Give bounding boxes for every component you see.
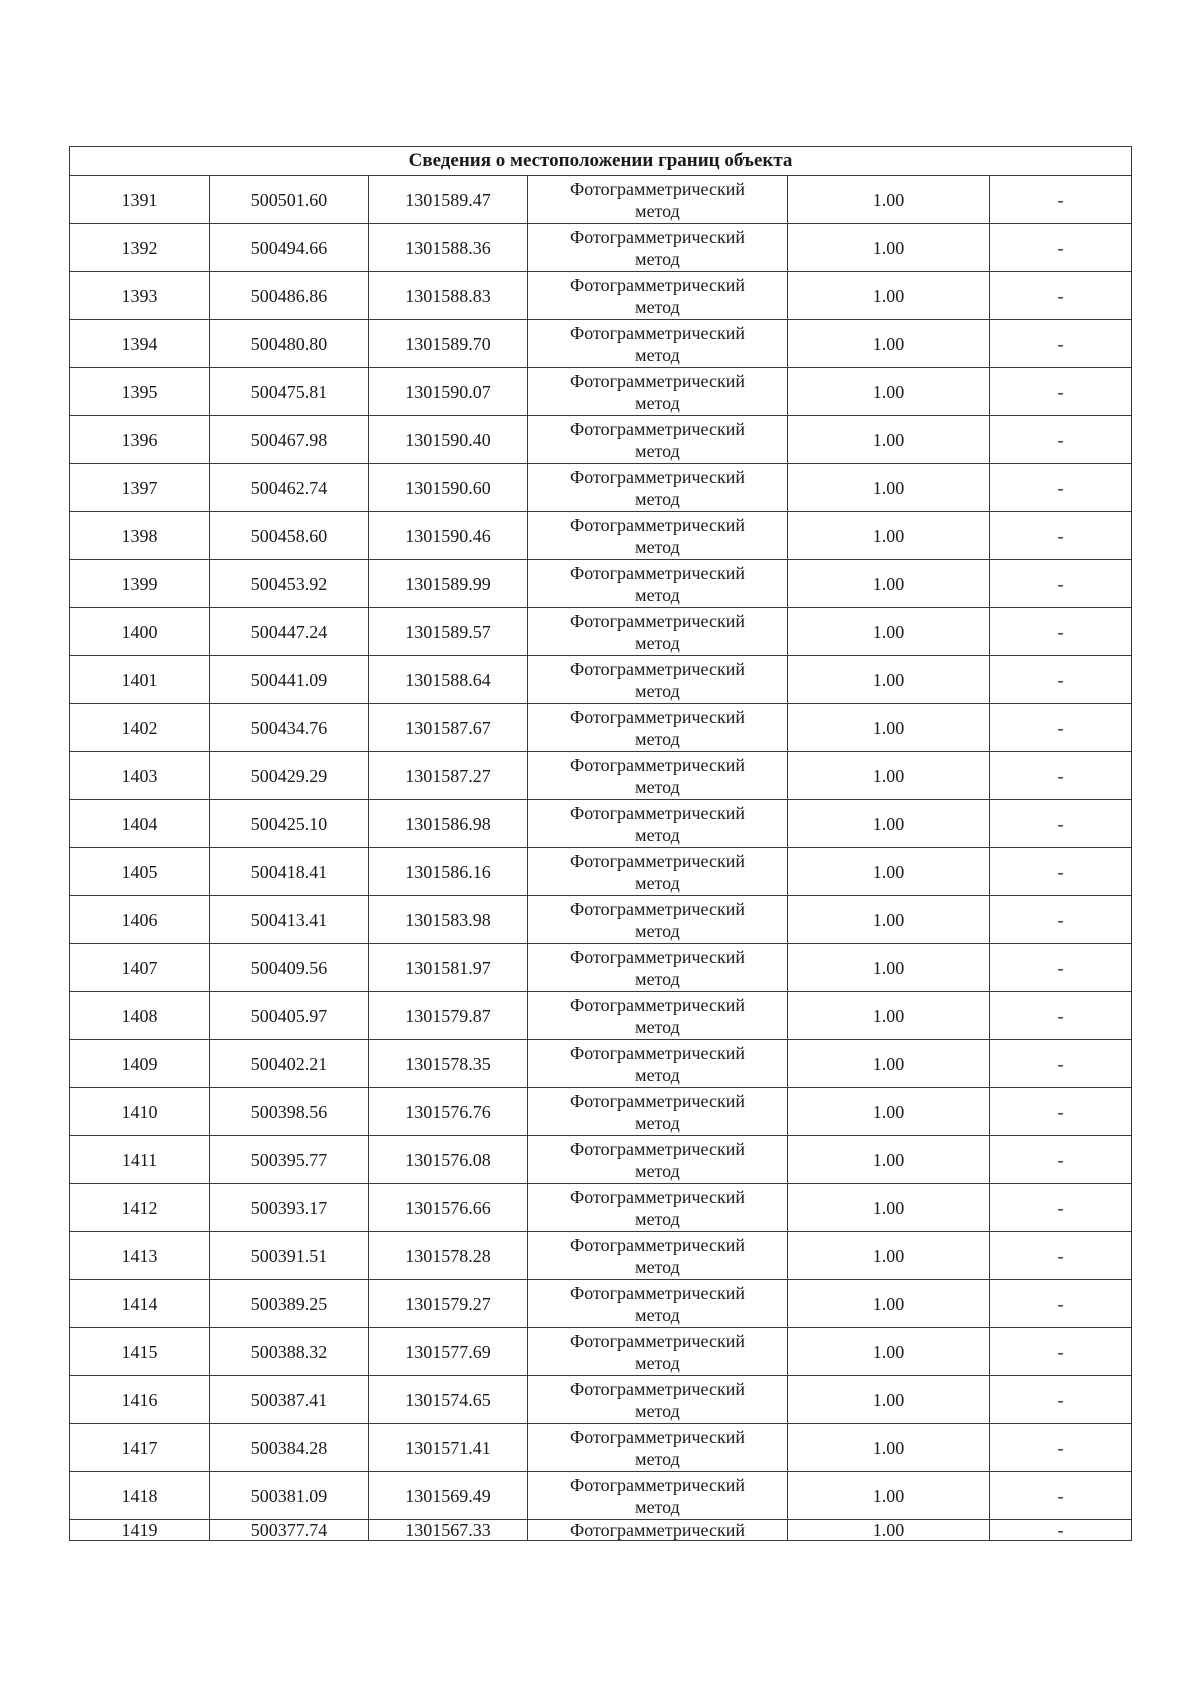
x-coordinate-cell: 500377.74 [210, 1520, 369, 1541]
table-row [70, 1424, 1132, 1472]
y-coordinate-cell: 1301589.57 [369, 608, 528, 656]
note-cell: - [990, 1472, 1132, 1520]
method-text: Фотограмметрический [570, 802, 745, 823]
y-coordinate-cell: 1301574.65 [369, 1376, 528, 1424]
point-number-cell: 1401 [70, 656, 210, 704]
y-coordinate-cell: 1301579.87 [369, 992, 528, 1040]
method-text: Фотограмметрический [570, 466, 745, 487]
y-coordinate-cell: 1301588.83 [369, 272, 528, 320]
table-row [70, 464, 1132, 512]
table-row [70, 1376, 1132, 1424]
method-cell [528, 752, 788, 800]
method-text-continued: метод [635, 1448, 680, 1469]
point-number-cell: 1416 [70, 1376, 210, 1424]
method-cell [528, 1232, 788, 1280]
method-text: Фотограмметрический [570, 898, 745, 919]
x-coordinate-cell: 500384.28 [210, 1424, 369, 1472]
method-text-continued: метод [635, 1256, 680, 1277]
point-number-cell: 1413 [70, 1232, 210, 1280]
precision-cell: 1.00 [788, 320, 990, 368]
method-cell [528, 896, 788, 944]
precision-cell: 1.00 [788, 1280, 990, 1328]
table-row [70, 848, 1132, 896]
method-text-continued: метод [635, 392, 680, 413]
precision-cell: 1.00 [788, 560, 990, 608]
table-row [70, 1280, 1132, 1328]
note-cell: - [990, 1328, 1132, 1376]
method-cell [528, 992, 788, 1040]
y-coordinate-cell: 1301586.98 [369, 800, 528, 848]
table-row [70, 224, 1132, 272]
precision-cell: 1.00 [788, 752, 990, 800]
precision-cell: 1.00 [788, 272, 990, 320]
x-coordinate-cell: 500480.80 [210, 320, 369, 368]
x-coordinate-cell: 500434.76 [210, 704, 369, 752]
note-cell: - [990, 1424, 1132, 1472]
method-text: Фотограмметрический [570, 514, 745, 535]
table-body [70, 176, 1132, 1541]
y-coordinate-cell: 1301578.35 [369, 1040, 528, 1088]
point-number-cell: 1411 [70, 1136, 210, 1184]
method-cell [528, 1088, 788, 1136]
point-number-cell: 1391 [70, 176, 210, 224]
point-number-cell: 1403 [70, 752, 210, 800]
method-text: Фотограмметрический [570, 946, 745, 967]
point-number-cell: 1417 [70, 1424, 210, 1472]
note-cell: - [990, 1232, 1132, 1280]
table-row [70, 992, 1132, 1040]
y-coordinate-cell: 1301567.33 [369, 1520, 528, 1541]
method-text-continued: метод [635, 1304, 680, 1325]
y-coordinate-cell: 1301589.70 [369, 320, 528, 368]
note-cell: - [990, 944, 1132, 992]
y-coordinate-cell: 1301590.40 [369, 416, 528, 464]
table-row [70, 944, 1132, 992]
table-row [70, 1136, 1132, 1184]
note-cell: - [990, 992, 1132, 1040]
note-cell: - [990, 800, 1132, 848]
method-text-continued: метод [635, 248, 680, 269]
table-row [70, 1040, 1132, 1088]
x-coordinate-cell: 500494.66 [210, 224, 369, 272]
x-coordinate-cell: 500462.74 [210, 464, 369, 512]
point-number-cell: 1412 [70, 1184, 210, 1232]
method-cell [528, 1520, 788, 1541]
note-cell: - [990, 272, 1132, 320]
precision-cell: 1.00 [788, 1424, 990, 1472]
y-coordinate-cell: 1301587.67 [369, 704, 528, 752]
x-coordinate-cell: 500387.41 [210, 1376, 369, 1424]
method-text-continued: метод [635, 440, 680, 461]
note-cell: - [990, 1040, 1132, 1088]
x-coordinate-cell: 500429.29 [210, 752, 369, 800]
x-coordinate-cell: 500418.41 [210, 848, 369, 896]
method-text: Фотограмметрический [570, 754, 745, 775]
method-text: Фотограмметрический [570, 994, 745, 1015]
precision-cell: 1.00 [788, 1472, 990, 1520]
point-number-cell: 1392 [70, 224, 210, 272]
table-row [70, 1232, 1132, 1280]
x-coordinate-cell: 500391.51 [210, 1232, 369, 1280]
method-text: Фотограмметрический [570, 1474, 745, 1495]
method-cell [528, 1280, 788, 1328]
method-text-continued: метод [635, 872, 680, 893]
method-text: Фотограмметрический [570, 658, 745, 679]
y-coordinate-cell: 1301590.60 [369, 464, 528, 512]
note-cell: - [990, 752, 1132, 800]
note-cell: - [990, 224, 1132, 272]
table-row [70, 656, 1132, 704]
method-text: Фотограмметрический [570, 1234, 745, 1255]
table-row [70, 1328, 1132, 1376]
table-row [70, 896, 1132, 944]
method-cell [528, 1136, 788, 1184]
y-coordinate-cell: 1301589.47 [369, 176, 528, 224]
point-number-cell: 1400 [70, 608, 210, 656]
method-cell [528, 1328, 788, 1376]
table-row [70, 704, 1132, 752]
note-cell: - [990, 512, 1132, 560]
method-text: Фотограмметрический [570, 322, 745, 343]
method-cell [528, 1424, 788, 1472]
method-cell [528, 1040, 788, 1088]
method-text-continued: метод [635, 1400, 680, 1421]
note-cell: - [990, 1376, 1132, 1424]
note-cell: - [990, 608, 1132, 656]
point-number-cell: 1394 [70, 320, 210, 368]
precision-cell: 1.00 [788, 176, 990, 224]
point-number-cell: 1406 [70, 896, 210, 944]
method-cell [528, 368, 788, 416]
precision-cell: 1.00 [788, 944, 990, 992]
x-coordinate-cell: 500393.17 [210, 1184, 369, 1232]
table-row [70, 1520, 1132, 1541]
precision-cell: 1.00 [788, 1136, 990, 1184]
method-cell [528, 272, 788, 320]
method-text: Фотограмметрический [570, 1282, 745, 1303]
point-number-cell: 1405 [70, 848, 210, 896]
x-coordinate-cell: 500447.24 [210, 608, 369, 656]
x-coordinate-cell: 500409.56 [210, 944, 369, 992]
method-text: Фотограмметрический [570, 706, 745, 727]
y-coordinate-cell: 1301590.46 [369, 512, 528, 560]
y-coordinate-cell: 1301576.08 [369, 1136, 528, 1184]
method-text: Фотограмметрический [570, 178, 745, 199]
method-cell [528, 416, 788, 464]
point-number-cell: 1414 [70, 1280, 210, 1328]
x-coordinate-cell: 500425.10 [210, 800, 369, 848]
point-number-cell: 1395 [70, 368, 210, 416]
y-coordinate-cell: 1301576.76 [369, 1088, 528, 1136]
precision-cell: 1.00 [788, 704, 990, 752]
x-coordinate-cell: 500453.92 [210, 560, 369, 608]
point-number-cell: 1404 [70, 800, 210, 848]
method-text-continued: метод [635, 632, 680, 653]
method-cell [528, 704, 788, 752]
boundary-coordinates-table [69, 146, 1132, 1541]
note-cell: - [990, 848, 1132, 896]
method-cell [528, 800, 788, 848]
method-text: Фотограмметрический [570, 562, 745, 583]
y-coordinate-cell: 1301576.66 [369, 1184, 528, 1232]
table-row [70, 176, 1132, 224]
method-cell [528, 944, 788, 992]
table-row [70, 272, 1132, 320]
note-cell: - [990, 656, 1132, 704]
y-coordinate-cell: 1301589.99 [369, 560, 528, 608]
precision-cell: 1.00 [788, 1088, 990, 1136]
method-text: Фотограмметрический [570, 1186, 745, 1207]
method-cell [528, 656, 788, 704]
note-cell: - [990, 1280, 1132, 1328]
note-cell: - [990, 1136, 1132, 1184]
x-coordinate-cell: 500458.60 [210, 512, 369, 560]
method-text-continued: метод [635, 488, 680, 509]
point-number-cell: 1407 [70, 944, 210, 992]
method-text-continued: метод [635, 776, 680, 797]
x-coordinate-cell: 500381.09 [210, 1472, 369, 1520]
method-text-continued: метод [635, 536, 680, 557]
table-row [70, 752, 1132, 800]
precision-cell: 1.00 [788, 368, 990, 416]
method-text-continued: метод [635, 680, 680, 701]
method-text: Фотограмметрический [570, 610, 745, 631]
method-text: Фотограмметрический [570, 1520, 745, 1540]
method-text: Фотограмметрический [570, 850, 745, 871]
note-cell: - [990, 368, 1132, 416]
x-coordinate-cell: 500388.32 [210, 1328, 369, 1376]
precision-cell: 1.00 [788, 992, 990, 1040]
precision-cell: 1.00 [788, 1040, 990, 1088]
precision-cell: 1.00 [788, 1232, 990, 1280]
x-coordinate-cell: 500413.41 [210, 896, 369, 944]
method-cell [528, 560, 788, 608]
precision-cell: 1.00 [788, 512, 990, 560]
method-text: Фотограмметрический [570, 1042, 745, 1063]
y-coordinate-cell: 1301587.27 [369, 752, 528, 800]
method-cell [528, 512, 788, 560]
method-cell [528, 320, 788, 368]
method-cell [528, 464, 788, 512]
method-text: Фотограмметрический [570, 274, 745, 295]
note-cell: - [990, 704, 1132, 752]
point-number-cell: 1410 [70, 1088, 210, 1136]
precision-cell: 1.00 [788, 800, 990, 848]
point-number-cell: 1415 [70, 1328, 210, 1376]
method-text-continued: метод [635, 1016, 680, 1037]
method-text: Фотограмметрический [570, 1090, 745, 1111]
y-coordinate-cell: 1301578.28 [369, 1232, 528, 1280]
point-number-cell: 1408 [70, 992, 210, 1040]
method-text: Фотограмметрический [570, 1330, 745, 1351]
y-coordinate-cell: 1301569.49 [369, 1472, 528, 1520]
precision-cell: 1.00 [788, 416, 990, 464]
precision-cell: 1.00 [788, 896, 990, 944]
method-text-continued: метод [635, 1352, 680, 1373]
precision-cell: 1.00 [788, 464, 990, 512]
table-row [70, 560, 1132, 608]
method-text-continued: метод [635, 968, 680, 989]
precision-cell: 1.00 [788, 608, 990, 656]
x-coordinate-cell: 500501.60 [210, 176, 369, 224]
point-number-cell: 1398 [70, 512, 210, 560]
method-text: Фотограмметрический [570, 370, 745, 391]
x-coordinate-cell: 500486.86 [210, 272, 369, 320]
table-row [70, 800, 1132, 848]
x-coordinate-cell: 500475.81 [210, 368, 369, 416]
y-coordinate-cell: 1301586.16 [369, 848, 528, 896]
x-coordinate-cell: 500402.21 [210, 1040, 369, 1088]
note-cell: - [990, 1184, 1132, 1232]
x-coordinate-cell: 500389.25 [210, 1280, 369, 1328]
method-text: Фотограмметрический [570, 1138, 745, 1159]
x-coordinate-cell: 500405.97 [210, 992, 369, 1040]
precision-cell: 1.00 [788, 1184, 990, 1232]
method-text-continued: метод [635, 824, 680, 845]
method-cell [528, 1472, 788, 1520]
table-row [70, 320, 1132, 368]
note-cell: - [990, 464, 1132, 512]
method-text-continued: метод [635, 1064, 680, 1085]
note-cell: - [990, 416, 1132, 464]
point-number-cell: 1397 [70, 464, 210, 512]
point-number-cell: 1393 [70, 272, 210, 320]
method-text: Фотограмметрический [570, 418, 745, 439]
precision-cell: 1.00 [788, 1520, 990, 1541]
precision-cell: 1.00 [788, 224, 990, 272]
table-row [70, 512, 1132, 560]
x-coordinate-cell: 500467.98 [210, 416, 369, 464]
method-cell [528, 176, 788, 224]
precision-cell: 1.00 [788, 656, 990, 704]
precision-cell: 1.00 [788, 1376, 990, 1424]
method-text: Фотограмметрический [570, 226, 745, 247]
method-cell [528, 1376, 788, 1424]
table-title: Сведения о местоположении границ объекта [70, 147, 1132, 176]
y-coordinate-cell: 1301588.64 [369, 656, 528, 704]
table-row [70, 608, 1132, 656]
method-text-continued: метод [635, 584, 680, 605]
x-coordinate-cell: 500395.77 [210, 1136, 369, 1184]
point-number-cell: 1418 [70, 1472, 210, 1520]
note-cell: - [990, 1520, 1132, 1541]
y-coordinate-cell: 1301577.69 [369, 1328, 528, 1376]
method-cell [528, 608, 788, 656]
table-row [70, 1184, 1132, 1232]
method-text-continued: метод [635, 200, 680, 221]
point-number-cell: 1399 [70, 560, 210, 608]
y-coordinate-cell: 1301583.98 [369, 896, 528, 944]
y-coordinate-cell: 1301581.97 [369, 944, 528, 992]
method-text: Фотограмметрический [570, 1378, 745, 1399]
note-cell: - [990, 560, 1132, 608]
point-number-cell: 1402 [70, 704, 210, 752]
note-cell: - [990, 896, 1132, 944]
method-text: Фотограмметрический [570, 1426, 745, 1447]
y-coordinate-cell: 1301579.27 [369, 1280, 528, 1328]
precision-cell: 1.00 [788, 848, 990, 896]
x-coordinate-cell: 500398.56 [210, 1088, 369, 1136]
point-number-cell: 1396 [70, 416, 210, 464]
y-coordinate-cell: 1301571.41 [369, 1424, 528, 1472]
precision-cell: 1.00 [788, 1328, 990, 1376]
method-text-continued: метод [635, 920, 680, 941]
note-cell: - [990, 320, 1132, 368]
note-cell: - [990, 1088, 1132, 1136]
y-coordinate-cell: 1301590.07 [369, 368, 528, 416]
table-row [70, 1088, 1132, 1136]
table-row [70, 1472, 1132, 1520]
table-row [70, 416, 1132, 464]
x-coordinate-cell: 500441.09 [210, 656, 369, 704]
method-text-continued: метод [635, 1496, 680, 1517]
method-text-continued: метод [635, 1160, 680, 1181]
method-cell [528, 224, 788, 272]
point-number-cell: 1419 [70, 1520, 210, 1541]
method-text-continued: метод [635, 1208, 680, 1229]
note-cell: - [990, 176, 1132, 224]
method-cell [528, 848, 788, 896]
y-coordinate-cell: 1301588.36 [369, 224, 528, 272]
table-row [70, 368, 1132, 416]
point-number-cell: 1409 [70, 1040, 210, 1088]
method-text-continued: метод [635, 344, 680, 365]
method-cell [528, 1184, 788, 1232]
method-text-continued: метод [635, 1112, 680, 1133]
method-text-continued: метод [635, 728, 680, 749]
method-text-continued: метод [635, 296, 680, 317]
